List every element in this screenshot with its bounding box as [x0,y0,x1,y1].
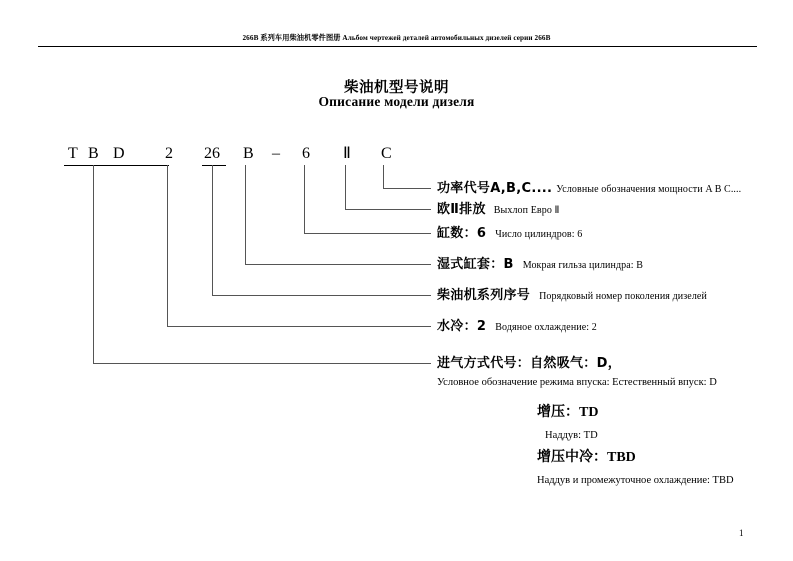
annotation-cylinder-count-cn: 缸数：6 [437,226,487,241]
code-underline-tbd [64,165,169,166]
code-segment-euro2: Ⅱ [343,145,351,162]
annotation-power-rating-cn: 功率代号A,B,C.... [437,181,553,196]
annotation-cylinder-count [437,225,582,241]
header-rule [38,46,757,47]
leader-vline-power [383,165,384,189]
annotation-wet-liner-ru: Мокрая гильза цилиндра: B [522,260,644,271]
annotation-emission-standard [437,201,560,217]
leader-vline-watercool [167,165,168,327]
code-segment-6: 6 [302,145,310,162]
annotation-series-number [437,287,707,303]
code-segment-26: 26 [204,145,220,162]
variant-intercooled-cn: 增压中冷：TBD [537,450,636,465]
variant-turbocharged-cn: 增压：TD [537,405,599,420]
code-segment-dash: – [272,145,280,162]
annotation-intake-type-cn: 进气方式代号：自然吸气：D， [437,356,621,371]
annotation-power-rating-ru: Условные обозначения мощности A B C.... [556,184,742,195]
page-title-ru: Описание модели дизеля [318,94,475,109]
leader-vline-wetliner [245,165,246,265]
code-underline-26 [202,165,226,166]
code-segment-b2: B [243,145,254,162]
leader-vline-series [212,165,213,296]
running-header: 266B 系列车用柴油机零件图册 Альбом чертежей деталей автомобильных дизелей серии 266В [242,34,551,42]
annotation-intake-type-ru: Условное обозначение режима впуска: Естественный впуск: D [437,377,717,388]
leader-vline-cylinders [304,165,305,234]
code-segment-2: 2 [165,145,173,162]
leader-hline-emission [345,209,431,210]
annotation-water-cooling [437,318,597,334]
code-segment-d: D [113,145,125,162]
leader-hline-watercool [167,326,431,327]
leader-hline-power [383,188,431,189]
page-title-cn: 柴油机型号说明 [344,80,449,96]
code-segment-b: B [88,145,99,162]
leader-vline-intake [93,165,94,364]
annotation-water-cooling-ru: Водяное охлаждение: 2 [495,322,597,333]
annotation-emission-standard-cn: 欧Ⅱ排放 [437,202,486,217]
annotation-series-number-ru: Порядковый номер поколения дизелей [539,291,707,302]
leader-vline-emission [345,165,346,210]
annotation-wet-liner [437,256,643,272]
annotation-cylinder-count-ru: Число цилиндров: 6 [495,229,583,240]
annotation-intake-type [437,355,621,371]
annotation-power-rating [437,180,741,196]
variant-turbocharged-ru: Наддув: TD [545,430,598,441]
annotation-wet-liner-cn: 湿式缸套：B [437,257,514,272]
annotation-series-number-cn: 柴油机系列序号 [437,288,531,303]
leader-hline-series [212,295,431,296]
leader-hline-intake [93,363,431,364]
annotation-water-cooling-cn: 水冷：2 [437,319,487,334]
leader-hline-wetliner [245,264,431,265]
code-segment-c: C [381,145,392,162]
annotation-emission-standard-ru: Выхлоп Евро Ⅱ [493,205,560,216]
variant-intercooled-ru: Наддув и промежуточное охлаждение: TBD [537,475,734,486]
page-number: 1 [739,528,744,538]
leader-hline-cylinders [304,233,431,234]
code-segment-t: T [68,145,78,162]
